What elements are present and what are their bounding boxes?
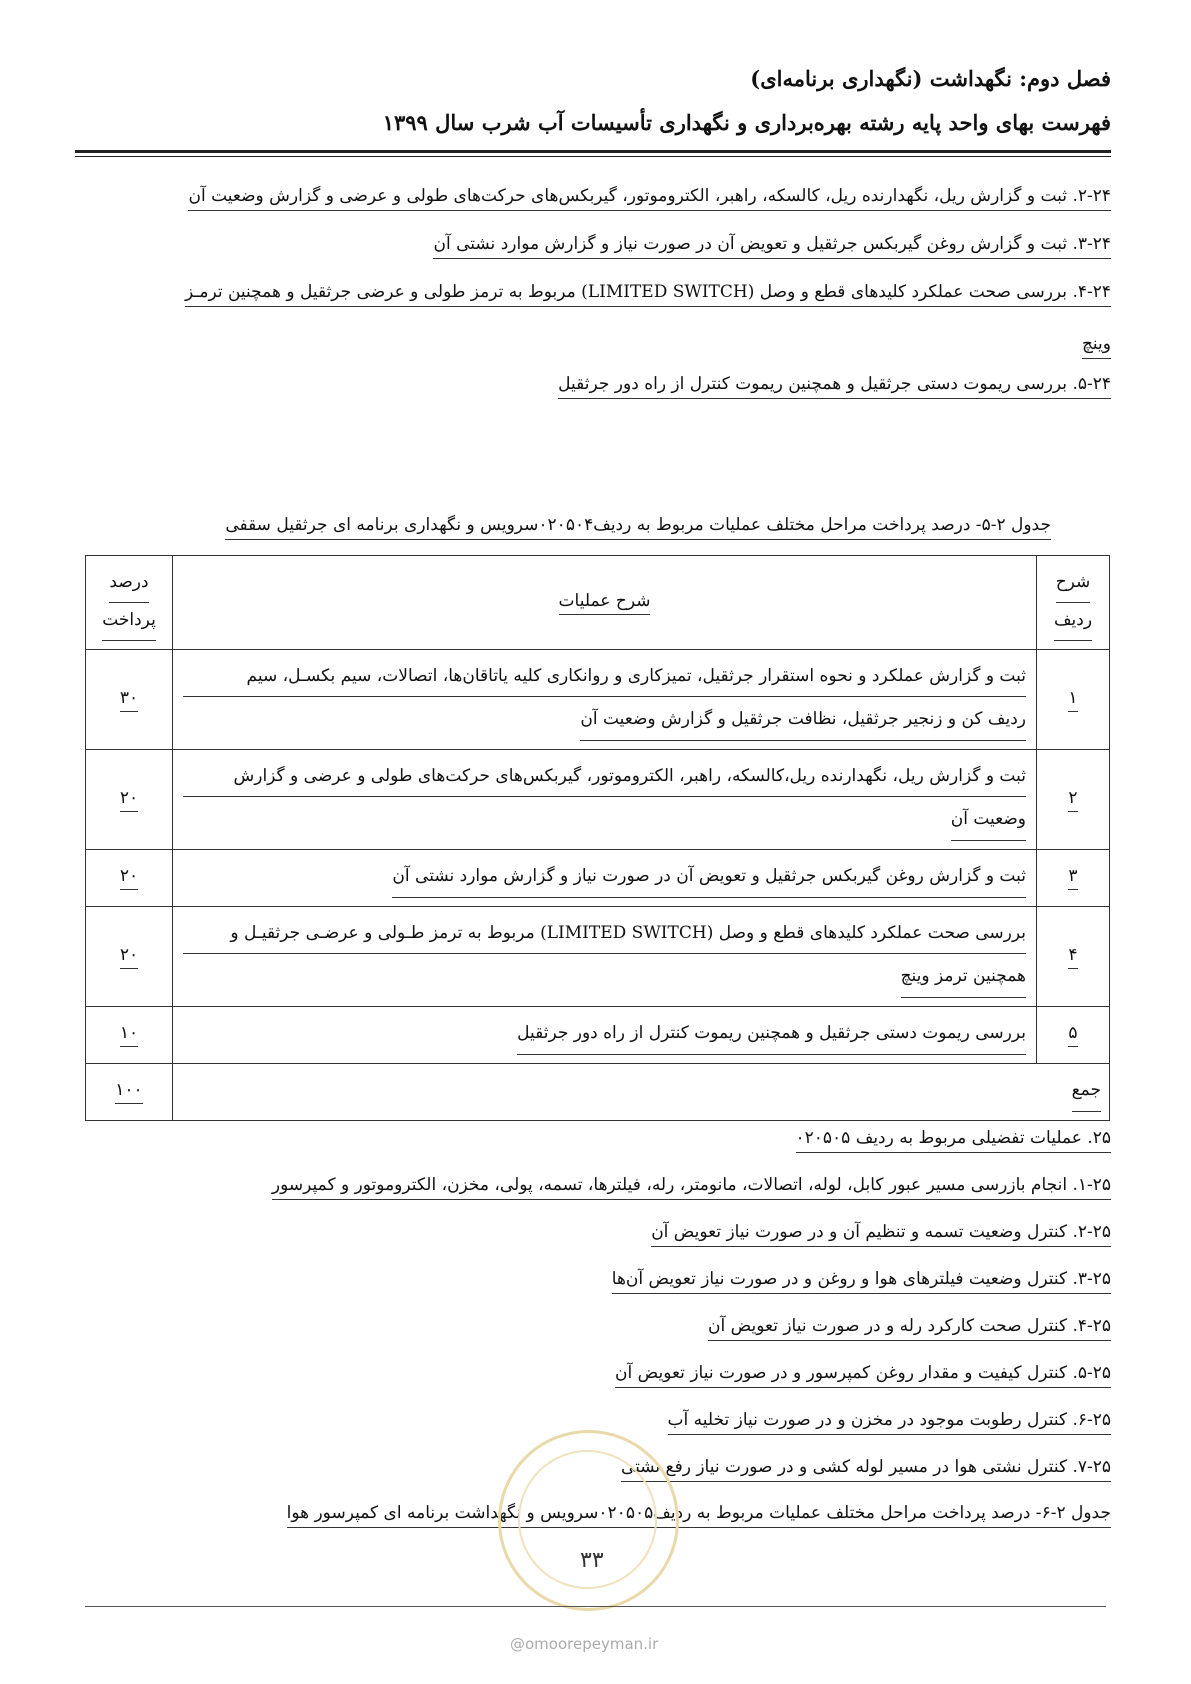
watermark-url: @omoorepeyman.ir bbox=[510, 1635, 659, 1653]
item-25-1: ۱-۲۵. انجام بازرسی مسیر عبور کابل، لوله، اتصالات، مانومتر، رله، فیلترها، تسمه، پولی، مخزن، الکتروموتور و کمپرسور bbox=[272, 1175, 1111, 1195]
section-25-title: ۲۵. عملیات تفضیلی مربوط به ردیف ۰۲۰۵۰۵ bbox=[796, 1128, 1111, 1148]
table-row bbox=[86, 1007, 1110, 1064]
row-number: ۵ bbox=[1037, 1007, 1110, 1064]
item-25-6: ۶-۲۵. کنترل رطوبت موجود در مخزن و در صورت نیاز تخلیه آب bbox=[668, 1410, 1111, 1430]
row-percent: ۲۰ bbox=[86, 850, 173, 907]
table-row bbox=[86, 750, 1110, 850]
table-row bbox=[86, 907, 1110, 1007]
table-total-row bbox=[86, 1064, 1110, 1121]
item-25-4: ۴-۲۵. کنترل صحت کارکرد رله و در صورت نیاز تعویض آن bbox=[708, 1316, 1111, 1336]
page-number: ۳۳ bbox=[580, 1548, 604, 1573]
header-row-number: شرح ردیف bbox=[1037, 556, 1110, 650]
header-rule bbox=[75, 150, 1111, 153]
row-number: ۴ bbox=[1037, 907, 1110, 1007]
table-header-row bbox=[86, 556, 1110, 650]
footer-rule bbox=[85, 1606, 1106, 1607]
table-row bbox=[86, 650, 1110, 750]
header-rule-thin bbox=[75, 156, 1111, 157]
row-percent: ۳۰ bbox=[86, 650, 173, 750]
chapter-heading: فصل دوم: نگهداشت (نگهداری برنامه‌ای) bbox=[750, 66, 1111, 91]
total-label: جمع bbox=[173, 1064, 1110, 1121]
row-number: ۱ bbox=[1037, 650, 1110, 750]
row-description: ثبت و گزارش ریل، نگهدارنده ریل،کالسکه، راهبر، الکتروموتور، گیربکس‌های حرکت‌های طولی و عرضی و گزارش وضعیت آن bbox=[173, 750, 1037, 850]
next-table-caption: جدول ۲-۶- درصد پرداخت مراحل مختلف عملیات مربوط به ردیف۰۲۰۵۰۵سرویس و نگهداشت برنامه ای کمپرسور هوا bbox=[287, 1503, 1111, 1523]
row-percent: ۲۰ bbox=[86, 750, 173, 850]
operations-table bbox=[85, 555, 1110, 1121]
item-25-7: ۷-۲۵. کنترل نشتی هوا در مسیر لوله کشی و در صورت نیاز رفع نشتی bbox=[621, 1457, 1111, 1477]
header-payment-percent: درصد پرداخت bbox=[86, 556, 173, 650]
row-description: بررسی ریموت دستی جرثقیل و همچنین ریموت کنترل از راه دور جرثقیل bbox=[173, 1007, 1037, 1064]
item-25-3: ۳-۲۵. کنترل وضعیت فیلترهای هوا و روغن و در صورت نیاز تعویض آن‌ها bbox=[612, 1269, 1111, 1289]
item-24-5: ۵-۲۴. بررسی ریموت دستی جرثقیل و همچنین ریموت کنترل از راه دور جرثقیل bbox=[558, 374, 1111, 394]
header-description: شرح عملیات bbox=[173, 556, 1037, 650]
item-24-3: ۳-۲۴. ثبت و گزارش روغن گیربکس جرثقیل و تعویض آن در صورت نیاز و گزارش موارد نشتی آن bbox=[433, 234, 1111, 254]
row-number: ۳ bbox=[1037, 850, 1110, 907]
document-title: فهرست بهای واحد پایه رشته بهره‌برداری و نگهداری تأسیسات آب شرب سال ۱۳۹۹ bbox=[382, 110, 1111, 135]
row-description: ثبت و گزارش عملکرد و نحوه استقرار جرثقیل، تمیزکاری و روانکاری کلیه یاتاقان‌ها، اتصالات، سیم بکسـل، سیم ردیف کن و زنجیر جرثقیل، نظافت جرثقیل و گزارش وضعیت آن bbox=[173, 650, 1037, 750]
item-24-4: ۴-۲۴. بررسی صحت عملکرد کلیدهای قطع و وصل (LIMITED SWITCH) مربوط به ترمز طولی و عرضی جرثقیل و همچنین ترمـز bbox=[185, 282, 1111, 302]
row-percent: ۱۰ bbox=[86, 1007, 173, 1064]
row-percent: ۲۰ bbox=[86, 907, 173, 1007]
item-24-2: ۲-۲۴. ثبت و گزارش ریل، نگهدارنده ریل، کالسکه، راهبر، الکتروموتور، گیربکس‌های حرکت‌های طولی و عرضی و گزارش وضعیت آن bbox=[188, 186, 1111, 206]
item-25-5: ۵-۲۵. کنترل کیفیت و مقدار روغن کمپرسور و در صورت نیاز تعویض آن bbox=[615, 1363, 1111, 1383]
item-25-2: ۲-۲۵. کنترل وضعیت تسمه و تنظیم آن و در صورت نیاز تعویض آن bbox=[651, 1222, 1111, 1242]
row-description: ثبت و گزارش روغن گیربکس جرثقیل و تعویض آن در صورت نیاز و گزارش موارد نشتی آن bbox=[173, 850, 1037, 907]
total-percent: ۱۰۰ bbox=[86, 1064, 173, 1121]
row-number: ۲ bbox=[1037, 750, 1110, 850]
item-24-4-continued: وینچ bbox=[1082, 334, 1111, 354]
table-caption: جدول ۲-۵- درصد پرداخت مراحل مختلف عملیات مربوط به ردیف۰۲۰۵۰۴سرویس و نگهداری برنامه ای جرثقیل سقفی bbox=[225, 515, 1051, 535]
row-description: بررسی صحت عملکرد کلیدهای قطع و وصل (LIMITED SWITCH) مربوط به ترمز طـولی و عرضـی جرثقیـل و همچنین ترمز وینچ bbox=[173, 907, 1037, 1007]
table-row bbox=[86, 850, 1110, 907]
